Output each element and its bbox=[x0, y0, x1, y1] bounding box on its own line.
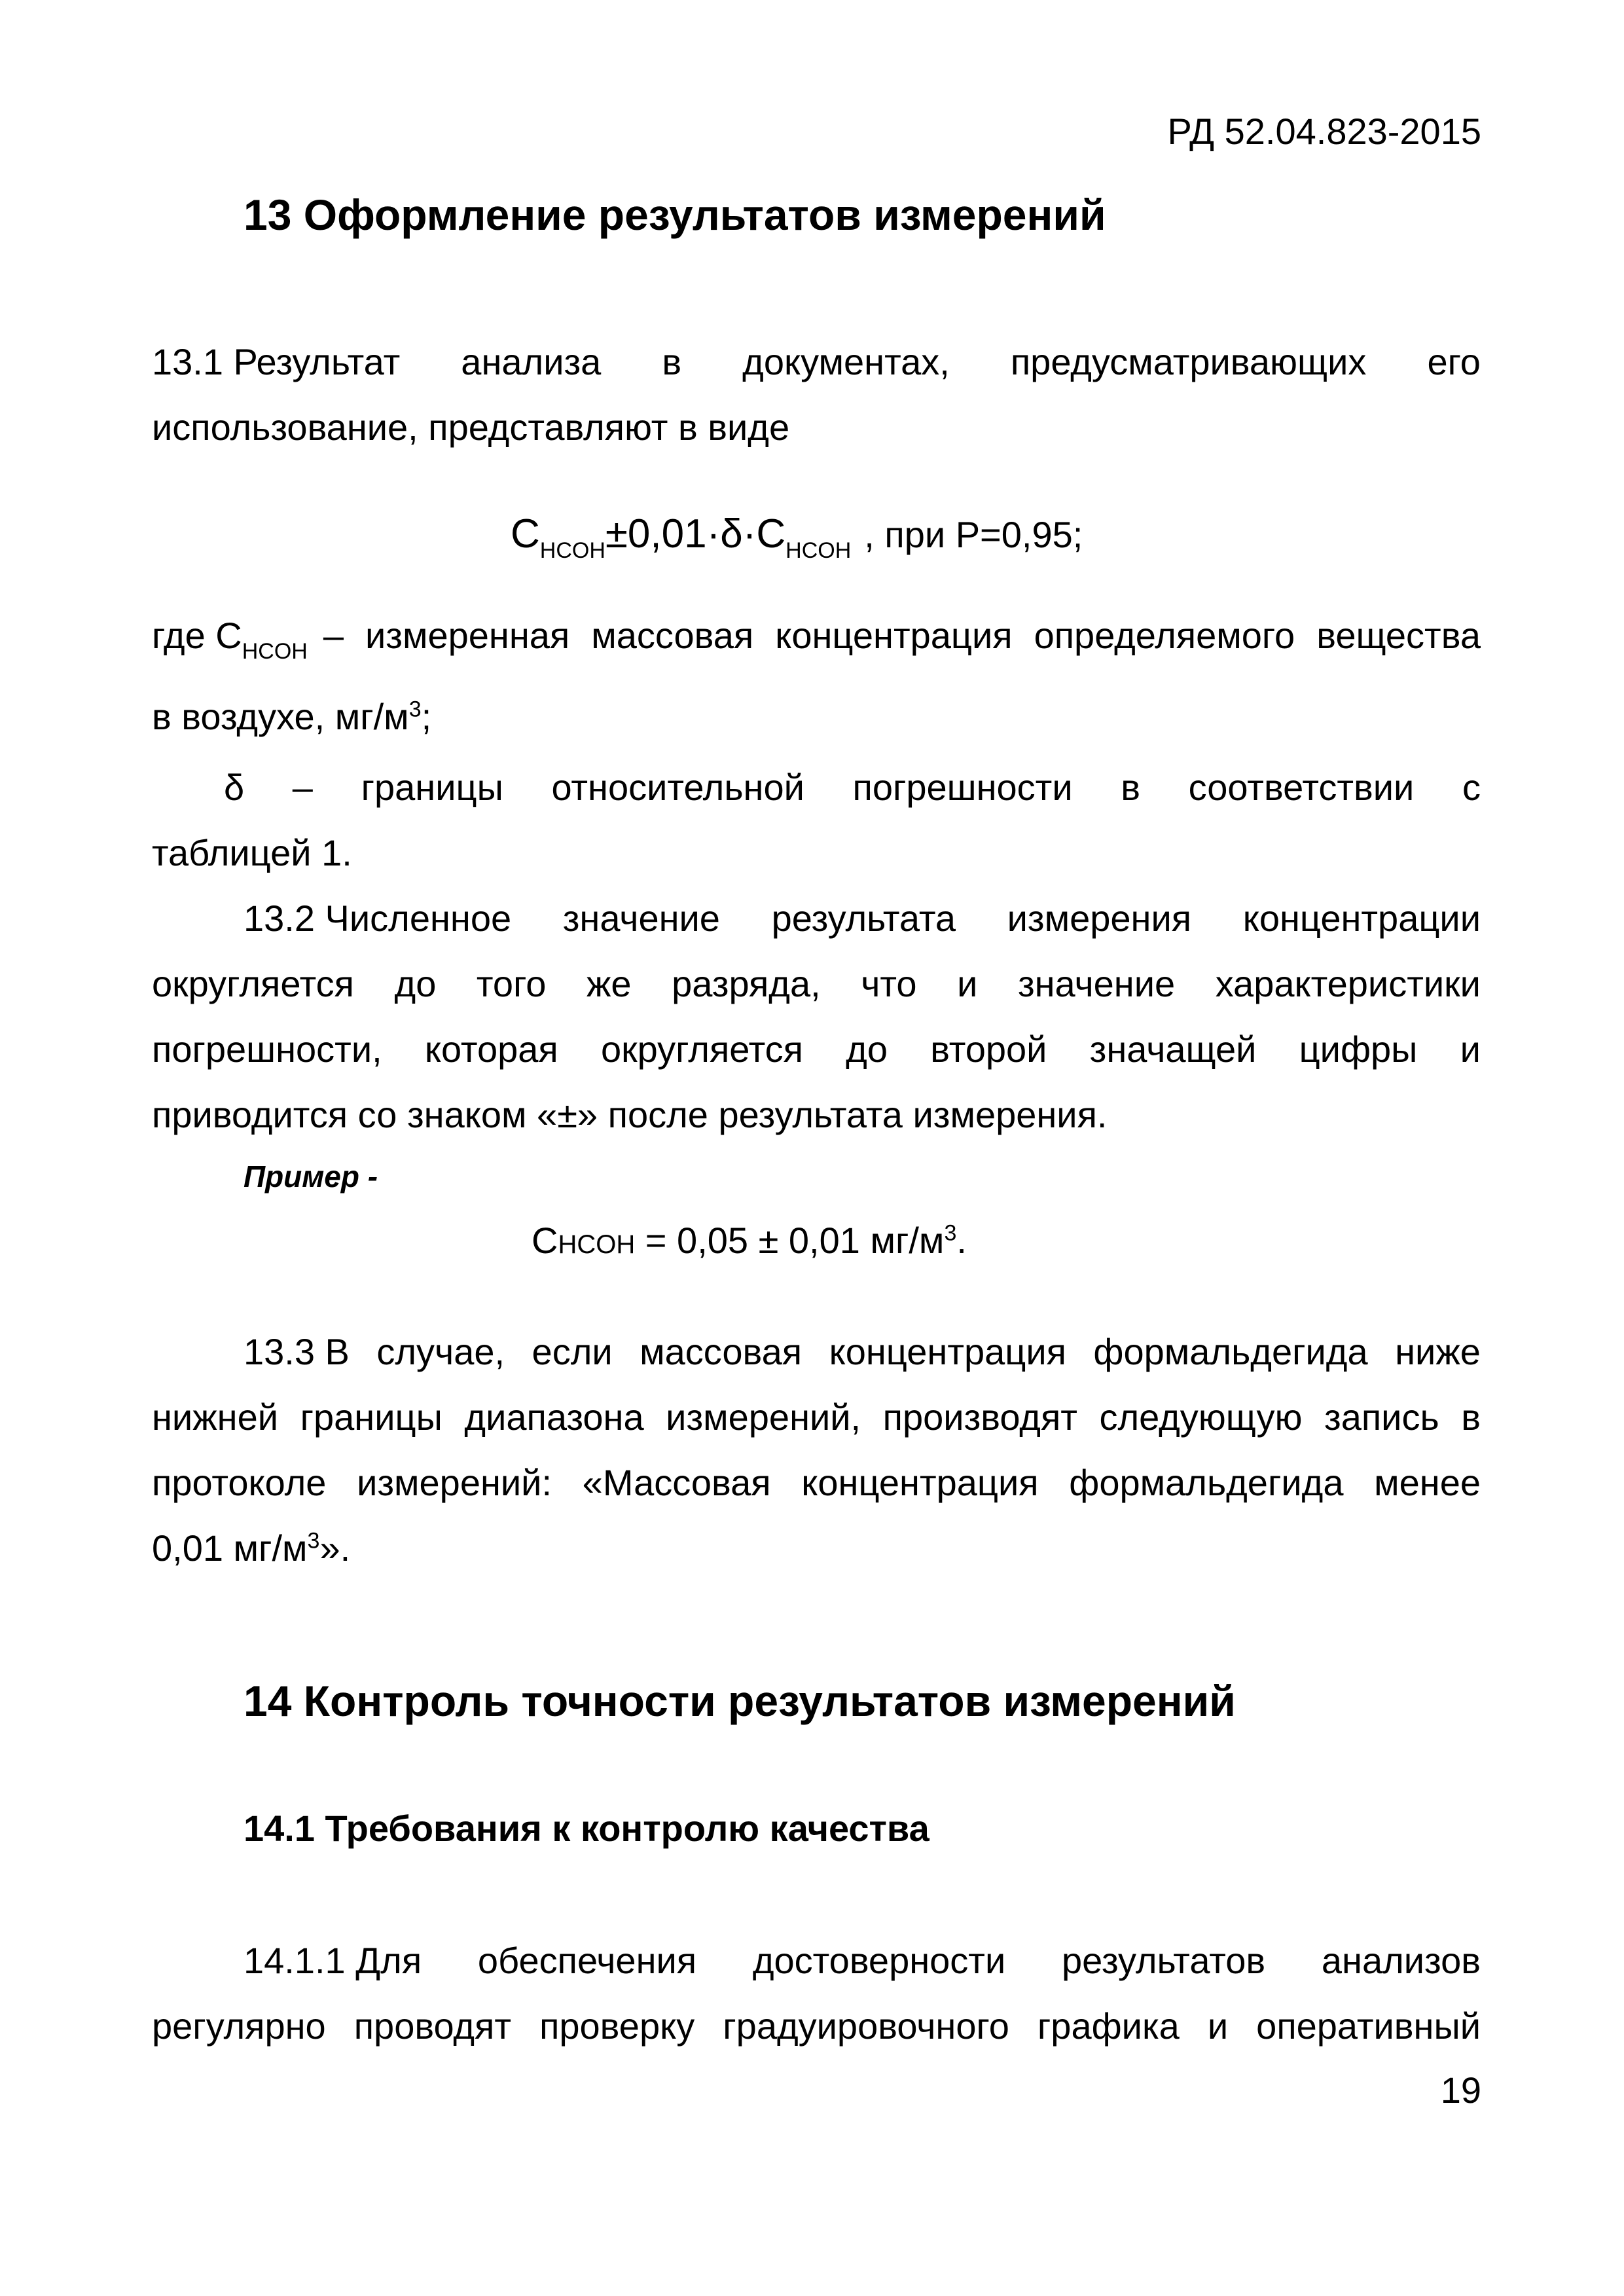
word: 13.1 Результат bbox=[152, 341, 401, 382]
word: градуировочного bbox=[723, 2005, 1009, 2047]
para-13-3-line-2 bbox=[152, 1396, 1481, 1438]
word: менее bbox=[1374, 1462, 1481, 1503]
example-formula: CHCOH = 0,05 ± 0,01 $мг/м^3$. bbox=[532, 1220, 967, 1261]
word: массовая bbox=[640, 1331, 803, 1372]
word: значение bbox=[1017, 963, 1176, 1004]
formula-condition: , при Р=0,95; bbox=[864, 514, 1083, 555]
where-continued: в воздухе, $мг/м^3$; bbox=[152, 696, 432, 737]
example-label: Пример - bbox=[244, 1159, 378, 1194]
subsection-14-1-heading: 14.1 Требования к контролю качества bbox=[244, 1808, 929, 1849]
word: значение bbox=[562, 898, 720, 939]
word: результатов bbox=[1061, 1940, 1266, 1981]
word: измерения bbox=[1007, 898, 1192, 939]
word: запись bbox=[1324, 1396, 1439, 1438]
word: протоколе bbox=[152, 1462, 327, 1503]
para-13-1-line-1 bbox=[152, 340, 1481, 383]
word: проверку bbox=[539, 2005, 695, 2047]
section-13-heading: 13 Оформление результатов измерений bbox=[244, 191, 1106, 239]
para-13-2-line-1 bbox=[244, 897, 1481, 939]
word: в bbox=[662, 341, 682, 382]
para-13-2-line-4: приводится со знаком «±» после результата измерения. bbox=[152, 1094, 1108, 1135]
word: его bbox=[1427, 341, 1481, 382]
word: оперативный bbox=[1256, 2005, 1481, 2047]
para-13-3-line-3 bbox=[152, 1461, 1481, 1504]
delta-line bbox=[224, 766, 1481, 809]
word: производят bbox=[882, 1396, 1077, 1438]
word: того bbox=[476, 963, 547, 1004]
para-13-3-line-1 bbox=[244, 1330, 1481, 1373]
word: концентрация bbox=[775, 615, 1013, 656]
word: документах, bbox=[742, 341, 950, 382]
word: достоверности bbox=[752, 1940, 1006, 1981]
word: обеспечения bbox=[477, 1940, 697, 1981]
word: графика bbox=[1037, 2005, 1180, 2047]
word: проводят bbox=[353, 2005, 512, 2047]
para-13-3-line-4: 0,01 $мг/м^3$». bbox=[152, 1527, 351, 1569]
word: 14.1.1 Для bbox=[244, 1940, 422, 1981]
word: измеренная bbox=[365, 615, 570, 656]
word: регулярно bbox=[152, 2005, 326, 2047]
formula-subscript-2: HCOH bbox=[785, 538, 852, 563]
word: и bbox=[1207, 2005, 1229, 2047]
word: формальдегида bbox=[1069, 1462, 1344, 1503]
word: до bbox=[846, 1029, 888, 1070]
word: массовая bbox=[591, 615, 754, 656]
para-13-1-line-2: использование, представляют в виде bbox=[152, 407, 790, 448]
word: анализов bbox=[1321, 1940, 1481, 1981]
word: и bbox=[1460, 1029, 1481, 1070]
word: – bbox=[292, 767, 313, 808]
where-lead: где $C_{HCOH}$ bbox=[152, 615, 308, 664]
word: случае, bbox=[376, 1331, 505, 1372]
word: округляется bbox=[152, 963, 354, 1004]
word: измерений, bbox=[666, 1396, 861, 1438]
word: соответствии bbox=[1188, 767, 1415, 808]
word: же bbox=[586, 963, 632, 1004]
word: второй bbox=[930, 1029, 1047, 1070]
where-rest bbox=[323, 614, 1481, 657]
word: что bbox=[861, 963, 917, 1004]
para-14-1-1-line-1 bbox=[244, 1939, 1481, 1982]
para-14-1-1-line-2 bbox=[152, 2005, 1481, 2047]
para-13-2-line-3 bbox=[152, 1028, 1481, 1070]
formula-result bbox=[511, 511, 1083, 564]
word: формальдегида bbox=[1093, 1331, 1368, 1372]
word: результата bbox=[771, 898, 956, 939]
section-14-heading: 14 Контроль точности результатов измерений bbox=[244, 1677, 1236, 1725]
word: округляется bbox=[600, 1029, 803, 1070]
word: границы bbox=[300, 1396, 442, 1438]
word: погрешности bbox=[852, 767, 1073, 808]
word: концентрация bbox=[801, 1462, 1039, 1503]
word: погрешности, bbox=[152, 1029, 382, 1070]
word: если bbox=[532, 1331, 613, 1372]
word: концентрация bbox=[829, 1331, 1066, 1372]
word: с bbox=[1462, 767, 1481, 808]
word: границы bbox=[361, 767, 503, 808]
word: разряда, bbox=[672, 963, 821, 1004]
word: в bbox=[1121, 767, 1140, 808]
word: измерений: bbox=[357, 1462, 552, 1503]
word: 13.2 Численное bbox=[244, 898, 512, 939]
where-line bbox=[152, 614, 1481, 665]
para-13-2-line-2 bbox=[152, 962, 1481, 1005]
formula-symbol: C bbox=[511, 511, 540, 556]
word: относительной bbox=[551, 767, 804, 808]
word: определяемого bbox=[1034, 615, 1295, 656]
document-code: РД 52.04.823-2015 bbox=[1167, 111, 1481, 152]
word: значащей bbox=[1089, 1029, 1257, 1070]
word: 13.3 В bbox=[244, 1331, 350, 1372]
word: характеристики bbox=[1215, 963, 1481, 1004]
word: ниже bbox=[1395, 1331, 1481, 1372]
delta-continued: таблицей 1. bbox=[152, 832, 352, 873]
word: δ bbox=[224, 767, 245, 808]
page-number: 19 bbox=[1440, 2069, 1481, 2111]
word: «Массовая bbox=[582, 1462, 771, 1503]
formula-subscript: HCOH bbox=[539, 538, 605, 563]
word: следующую bbox=[1099, 1396, 1303, 1438]
where-subscript: HCOH bbox=[242, 639, 308, 664]
word: вещества bbox=[1316, 615, 1481, 656]
word: до bbox=[394, 963, 437, 1004]
formula-middle: ±0,01·δ·C bbox=[605, 511, 786, 556]
word: и bbox=[957, 963, 978, 1004]
word: концентрации bbox=[1242, 898, 1481, 939]
word: цифры bbox=[1299, 1029, 1418, 1070]
word: в bbox=[1461, 1396, 1481, 1438]
word: предусматривающих bbox=[1010, 341, 1367, 382]
word: – bbox=[323, 615, 344, 656]
word: диапазона bbox=[464, 1396, 644, 1438]
word: анализа bbox=[461, 341, 602, 382]
word: которая bbox=[424, 1029, 558, 1070]
word: нижней bbox=[152, 1396, 279, 1438]
